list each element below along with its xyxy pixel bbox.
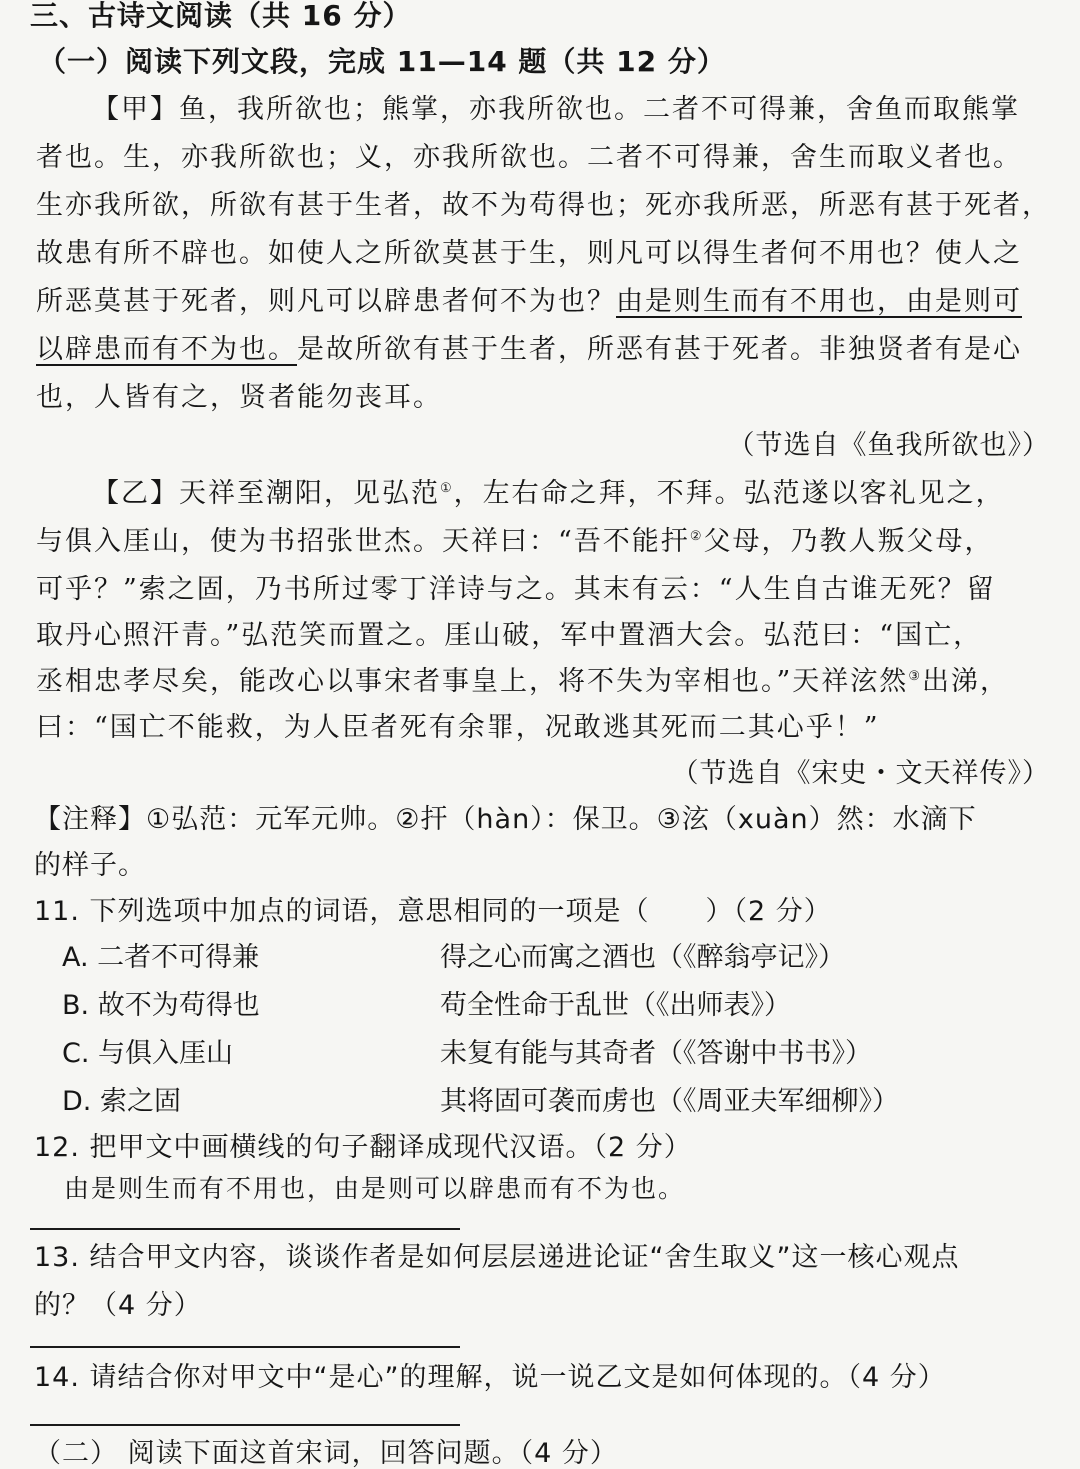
passage-a-line-5-plain: 所恶莫甚于死者，则凡可以辟患者何不为也？ [36, 286, 616, 317]
footnote-mark-3: ③ [908, 669, 922, 684]
passage-b-line-5 [36, 668, 1009, 695]
q14-stem: 14. 请结合你对甲文中“是心”的理解，说一说乙文是如何体现的。（4 分） [34, 1362, 946, 1393]
notes-line-2: 的样子。 [34, 850, 146, 881]
passage-a-line-2: 者也。生，亦我所欲也；义，亦我所欲也。二者不可得兼，舍生而取义者也。 [36, 142, 1022, 173]
q13-line-1: 13. 结合甲文内容，谈谈作者是如何层层递进论证“舍生取义”这一核心观点 [34, 1242, 960, 1273]
passage-b-line-2-b: 父母，乃教人叛父母， [703, 526, 994, 557]
footnote-mark-2: ② [689, 529, 704, 544]
q12-answer-line[interactable] [30, 1228, 460, 1230]
q11-option-b-right: 苟全性命于乱世（《出师表》） [440, 990, 791, 1021]
q11-option-a-left: A. 二者不可得兼 [62, 942, 260, 973]
passage-a-source: （节选自《鱼我所欲也》） [727, 430, 1050, 461]
notes-line-1: 【注释】①弘范：元军元帅。②扞（hàn）：保卫。③泫（xuàn）然：水滴下 [34, 804, 977, 835]
passage-a-line-5 [36, 288, 1022, 315]
q12-sentence: 由是则生而有不用也，由是则可以辟患而有不为也。 [64, 1174, 686, 1203]
part1-title: （一）阅读下列文段，完成 11—14 题（共 12 分） [38, 45, 726, 78]
q11-option-d-right: 其将固可袭而虏也（《周亚夫军细柳》） [440, 1086, 899, 1117]
q13-answer-line[interactable] [30, 1346, 460, 1348]
q11-option-c-left: C. 与俱入厓山 [62, 1038, 234, 1069]
passage-b-line-2-a: 与俱入厓山，使为书招张世杰。天祥曰：“吾不能扞 [36, 526, 690, 557]
q11-option-a-right: 得之心而寓之酒也（《醉翁亭记》） [440, 942, 845, 973]
passage-a-line-6 [36, 336, 1022, 363]
underlined-sentence-part-2: 以辟患而有不为也。 [36, 334, 297, 365]
passage-b-line-3: 可乎？”索之固，乃书所过零丁洋诗与之。其末有云：“人生自古谁无死？留 [36, 574, 996, 605]
passage-a-line-4: 故患有所不辟也。如使人之所欲莫甚于生，则凡可以得生者何不用也？使人之 [36, 238, 1022, 269]
passage-b-line-5-a: 丞相忠孝尽矣，能改心以事宋者事皇上，将不失为宰相也。”天祥泫然 [36, 666, 909, 697]
q12-stem: 12. 把甲文中画横线的句子翻译成现代汉语。（2 分） [34, 1132, 692, 1163]
passage-b-source: （节选自《宋史・文天祥传》） [671, 758, 1050, 789]
q11-option-b-left: B. 故不为苟得也 [62, 990, 260, 1021]
passage-b-line-4: 取丹心照汗青。”弘范笑而置之。厓山破，军中置酒大会。弘范曰：“国亡， [36, 620, 983, 651]
q11-stem: 11. 下列选项中加点的词语，意思相同的一项是（ ）（2 分） [34, 896, 832, 927]
passage-a-line-1: 【甲】鱼，我所欲也；熊掌，亦我所欲也。二者不可得兼，舍鱼而取熊掌 [92, 94, 1020, 125]
part2-title: （二） 阅读下面这首宋词，回答问题。（4 分） [34, 1438, 618, 1469]
q11-option-d-left: D. 索之固 [62, 1086, 181, 1117]
q11-option-c-right: 未复有能与其奇者（《答谢中书书》） [440, 1038, 872, 1069]
passage-b-line-1-b: ，左右命之拜，不拜。弘范遂以客礼见之， [453, 478, 1005, 509]
passage-b-line-1 [92, 480, 1005, 507]
passage-b-line-2 [36, 528, 993, 555]
passage-b-line-5-b: 出涕， [921, 666, 1009, 697]
passage-b-line-6: 曰：“国亡不能救，为人臣者死有余罪，况敢逃其死而二其心乎！” [36, 712, 880, 743]
passage-b-line-1-a: 【乙】天祥至潮阳，见弘范 [92, 478, 440, 509]
footnote-mark-1: ① [440, 481, 454, 496]
passage-a-line-7: 也，人皆有之，贤者能勿丧耳。 [36, 382, 442, 413]
q13-line-2: 的？（4 分） [34, 1290, 202, 1321]
passage-a-line-3: 生亦我所欲，所欲有甚于生者，故不为苟得也；死亦我所恶，所恶有甚于死者， [36, 190, 1051, 221]
underlined-sentence-part-1: 由是则生而有不用也，由是则可 [616, 286, 1022, 317]
passage-a-line-6-plain: 是故所欲有甚于生者，所恶有甚于死者。非独贤者有是心 [297, 334, 1022, 365]
q14-answer-line[interactable] [30, 1424, 460, 1426]
section-title: 三、古诗文阅读（共 16 分） [30, 0, 412, 32]
